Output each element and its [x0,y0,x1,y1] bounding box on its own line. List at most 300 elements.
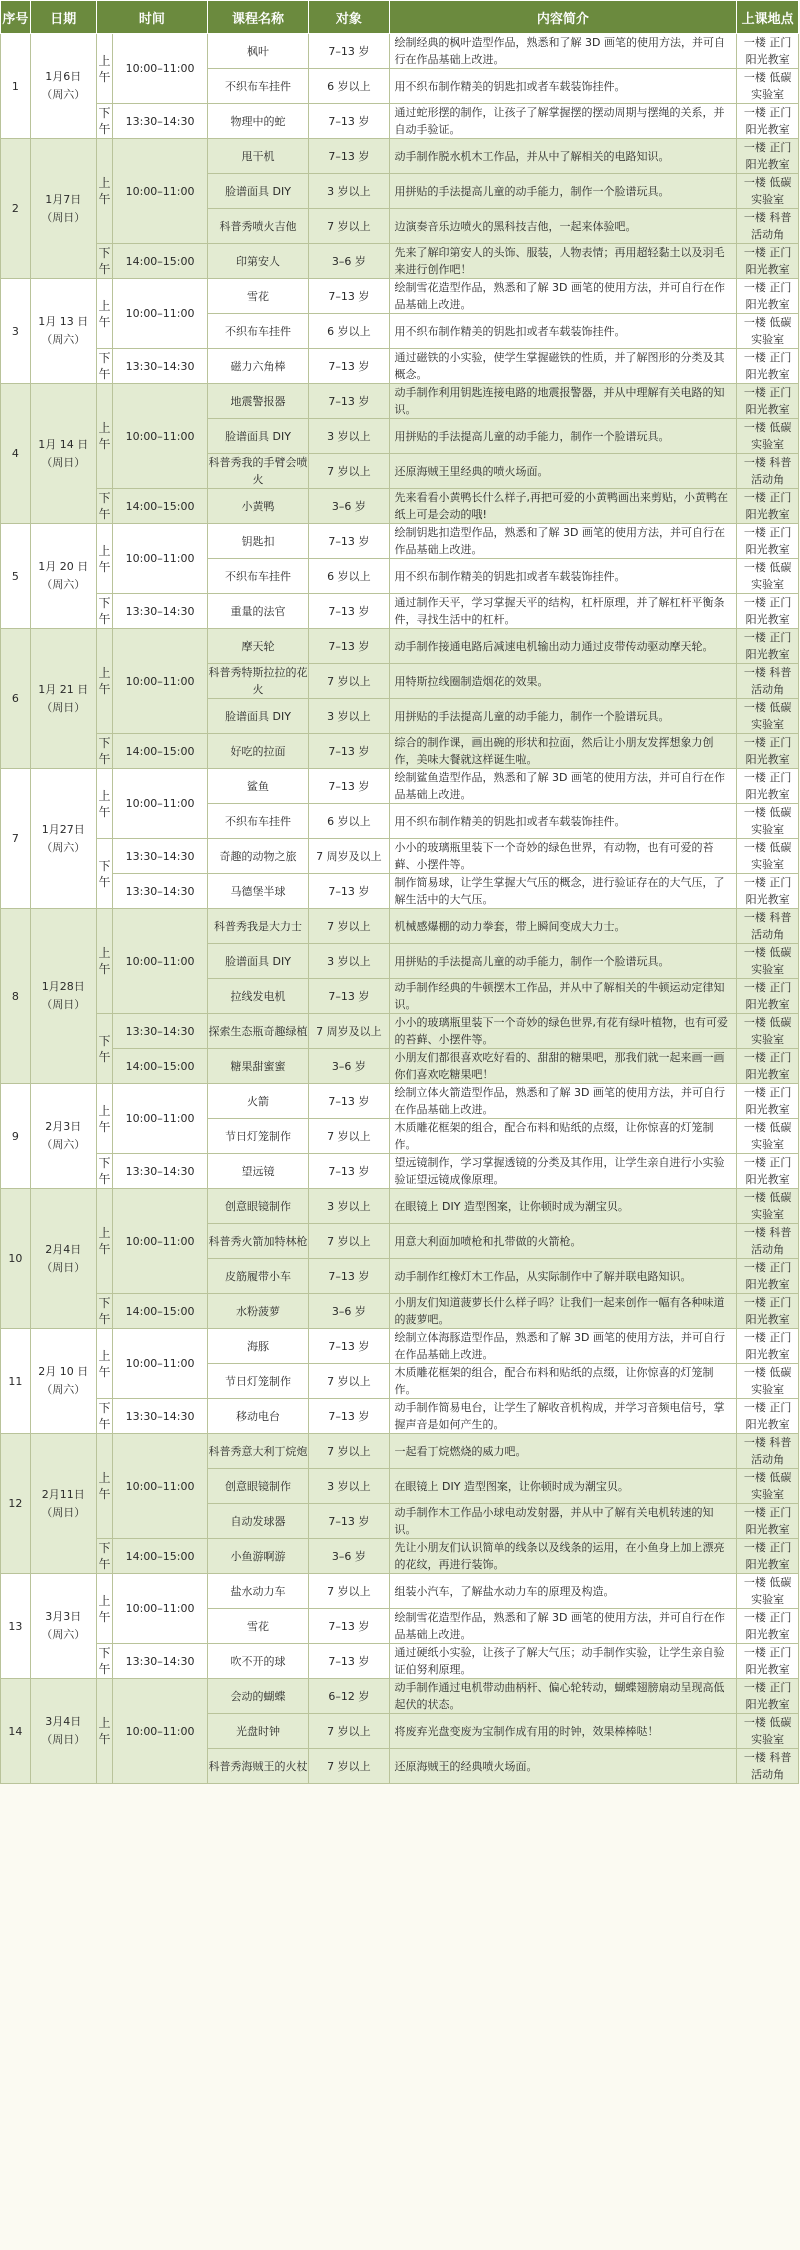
location: 一楼 低碳实验室 [737,1014,799,1049]
target-age: 7–13 岁 [309,524,389,559]
period-text: 下午 [98,1401,111,1431]
target-age: 7 岁以上 [309,1749,389,1784]
row-number: 4 [1,384,31,524]
date-text: 1月 14 日 [38,437,89,451]
period-text: 上午 [98,1103,111,1134]
course-intro: 综合的制作课，画出碗的形状和拉面，然后让小朋友发挥想象力创作，美味大餐就这样诞生啦。 [389,734,737,769]
time-cell: 10:00–11:00 [113,1574,208,1644]
date-text: 1月 21 日 [38,682,89,696]
course-intro: 动手制作脱水机木工作品，并从中了解相关的电路知识。 [389,139,737,174]
weekday-text: （周日） [41,210,86,224]
course-name: 海豚 [207,1329,308,1364]
time-cell: 10:00–11:00 [113,1679,208,1784]
course-intro: 绘制鲨鱼造型作品，熟悉和了解 3D 画笔的使用方法，并可自行在作品基础上改进。 [389,769,737,804]
course-intro: 动手制作红橡灯木工作品，从实际制作中了解并联电路知识。 [389,1259,737,1294]
target-age: 7–13 岁 [309,629,389,664]
date-cell [30,1434,96,1574]
location: 一楼 正门阳光教室 [737,1154,799,1189]
period-text: 下午 [98,1541,111,1571]
course-intro: 用拼贴的手法提高儿童的动手能力，制作一个脸谱玩具。 [389,699,737,734]
course-intro: 木质雕花框架的组合，配合布料和贴纸的点缀，让你惊喜的灯笼制作。 [389,1364,737,1399]
course-name: 吹不开的球 [207,1644,308,1679]
time-cell: 13:30–14:30 [113,874,208,909]
table-row [1,1679,799,1714]
course-name: 拉线发电机 [207,979,308,1014]
course-intro: 望远镜制作，学习掌握透镜的分类及其作用，让学生亲自进行小实验验证望远镜成像原理。 [389,1154,737,1189]
target-age: 6 岁以上 [309,69,389,104]
time-cell: 13:30–14:30 [113,349,208,384]
course-name: 科普秀海贼王的火杖 [207,1749,308,1784]
target-age: 7 周岁及以上 [309,839,389,874]
location: 一楼 低碳实验室 [737,1469,799,1504]
course-intro: 还原海贼王的经典喷火场面。 [389,1749,737,1784]
time-cell: 13:30–14:30 [113,1014,208,1049]
course-intro: 绘制立体火箭造型作品，熟悉和了解 3D 画笔的使用方法，并可自行在作品基础上改进。 [389,1084,737,1119]
period-text: 上午 [98,298,111,329]
course-name: 水粉菠萝 [207,1294,308,1329]
date-text: 2月11日 [41,1487,85,1501]
time-cell: 14:00–15:00 [113,489,208,524]
date-text: 2月 10 日 [38,1365,89,1378]
course-intro: 机械感爆棚的动力拳套，带上瞬间变成大力士。 [389,909,737,944]
target-age: 7 岁以上 [309,1434,389,1469]
location: 一楼 低碳实验室 [737,1119,799,1154]
period-text: 上午 [98,1593,111,1624]
period-label [96,244,113,279]
course-name: 摩天轮 [207,629,308,664]
location: 一楼 低碳实验室 [737,1574,799,1609]
table-row [1,1539,799,1574]
table-row [1,594,799,629]
period-label [96,1329,113,1399]
target-age: 7–13 岁 [309,1259,389,1294]
target-age: 3–6 岁 [309,1539,389,1574]
table-row [1,1329,799,1364]
date-text: 1月28日 [41,980,85,993]
period-label [96,384,113,489]
course-name: 鲨鱼 [207,769,308,804]
course-name: 不织布车挂件 [207,314,308,349]
period-text: 下午 [98,246,111,276]
target-age: 3 岁以上 [309,1469,389,1504]
target-age: 7–13 岁 [309,1644,389,1679]
period-label [96,104,113,139]
course-intro: 制作简易球，让学生掌握大气压的概念，进行验证存在的大气压，了解生活中的大气压。 [389,874,737,909]
time-cell: 13:30–14:30 [113,104,208,139]
weekday-text: （周日） [41,455,86,469]
weekday-text: （周日） [41,998,86,1011]
row-number: 14 [1,1679,31,1784]
date-cell [30,139,96,279]
course-name: 不织布车挂件 [207,804,308,839]
date-cell [30,769,96,909]
target-age: 7 岁以上 [309,1714,389,1749]
row-number: 9 [1,1084,31,1189]
period-label [96,34,113,104]
target-age: 3 岁以上 [309,699,389,734]
location: 一楼 低碳实验室 [737,1714,799,1749]
course-intro: 用拼贴的手法提高儿童的动手能力，制作一个脸谱玩具。 [389,174,737,209]
table-row [1,384,799,419]
course-name: 脸谱面具 DIY [207,944,308,979]
date-text: 3月3日 [45,1610,82,1623]
location: 一楼 低碳实验室 [737,944,799,979]
location: 一楼 正门阳光教室 [737,279,799,314]
time-cell: 13:30–14:30 [113,1644,208,1679]
date-text: 2月3日 [45,1120,82,1133]
row-number: 8 [1,909,31,1084]
course-intro: 动手制作接通电路后减速电机输出动力通过皮带传动驱动摩天轮。 [389,629,737,664]
course-intro: 绘制立体海豚造型作品，熟悉和了解 3D 画笔的使用方法，并可自行在作品基础上改进。 [389,1329,737,1364]
period-text: 下午 [98,1033,111,1064]
course-name: 雪花 [207,1609,308,1644]
period-label [96,279,113,349]
date-cell [30,909,96,1084]
location: 一楼 科普活动角 [737,1749,799,1784]
course-name: 印第安人 [207,244,308,279]
table-row [1,104,799,139]
target-age: 7–13 岁 [309,1084,389,1119]
location: 一楼 正门阳光教室 [737,1644,799,1679]
date-text: 1月6日 [45,70,82,83]
course-name: 皮筋履带小车 [207,1259,308,1294]
target-age: 3 岁以上 [309,419,389,454]
location: 一楼 科普活动角 [737,1224,799,1259]
table-row [1,34,799,69]
location: 一楼 正门阳光教室 [737,34,799,69]
course-intro: 小小的玻璃瓶里装下一个奇妙的绿色世界,有花有绿叶植物，也有可爱的苔藓、小摆件等。 [389,1014,737,1049]
target-age: 7 岁以上 [309,1224,389,1259]
time-cell: 13:30–14:30 [113,594,208,629]
course-name: 科普秀喷火吉他 [207,209,308,244]
row-number: 7 [1,769,31,909]
period-label [96,839,113,909]
period-text: 上午 [98,53,111,84]
period-label [96,1574,113,1644]
row-number: 10 [1,1189,31,1329]
target-age: 7–13 岁 [309,1329,389,1364]
course-name: 马德堡半球 [207,874,308,909]
course-intro: 用不织布制作精美的钥匙扣或者车载装饰挂件。 [389,314,737,349]
course-intro: 动手制作利用钥匙连接电路的地震报警器，并从中理解有关电路的知识。 [389,384,737,419]
time-cell: 14:00–15:00 [113,1049,208,1084]
time-cell: 10:00–11:00 [113,524,208,594]
course-name: 脸谱面具 DIY [207,174,308,209]
target-age: 7–13 岁 [309,279,389,314]
target-age: 7–13 岁 [309,104,389,139]
date-cell [30,524,96,629]
course-intro: 边演奏音乐边喷火的黑科技吉他，一起来体验吧。 [389,209,737,244]
course-intro: 动手制作简易电台，让学生了解收音机构成，并学习音频电信号，掌握声音是如何产生的。 [389,1399,737,1434]
row-number: 11 [1,1329,31,1434]
course-name: 科普秀特斯拉拉的花火 [207,664,308,699]
date-text: 3月4日 [45,1715,82,1728]
location: 一楼 正门阳光教室 [737,489,799,524]
location: 一楼 正门阳光教室 [737,769,799,804]
course-name: 探索生态瓶奇趣绿植 [207,1014,308,1049]
location: 一楼 正门阳光教室 [737,734,799,769]
period-text: 下午 [98,1296,111,1326]
target-age: 7–13 岁 [309,1399,389,1434]
period-text: 下午 [98,858,111,889]
location: 一楼 正门阳光教室 [737,1504,799,1539]
time-cell: 10:00–11:00 [113,139,208,244]
location: 一楼 正门阳光教室 [737,1539,799,1574]
target-age: 6 岁以上 [309,559,389,594]
location: 一楼 正门阳光教室 [737,384,799,419]
period-label [96,1539,113,1574]
location: 一楼 正门阳光教室 [737,874,799,909]
target-age: 3 岁以上 [309,174,389,209]
course-name: 自动发球器 [207,1504,308,1539]
location: 一楼 正门阳光教室 [737,139,799,174]
table-row [1,349,799,384]
period-text: 上午 [98,176,111,206]
date-text: 1月27日 [41,822,85,836]
table-row [1,489,799,524]
course-name: 节日灯笼制作 [207,1119,308,1154]
weekday-text: （周六） [41,578,86,591]
target-age: 7 岁以上 [309,1364,389,1399]
period-text: 下午 [98,351,111,381]
period-label [96,1679,113,1784]
location: 一楼 正门阳光教室 [737,1294,799,1329]
time-cell: 10:00–11:00 [113,629,208,734]
course-name: 小鱼游啊游 [207,1539,308,1574]
time-cell: 10:00–11:00 [113,384,208,489]
location: 一楼 科普活动角 [737,1434,799,1469]
course-intro: 用拼贴的手法提高儿童的动手能力，制作一个脸谱玩具。 [389,419,737,454]
time-cell: 10:00–11:00 [113,769,208,839]
date-text: 1月7日 [45,192,82,206]
location: 一楼 正门阳光教室 [737,1609,799,1644]
weekday-text: （周六） [41,1628,86,1641]
period-label [96,524,113,594]
weekday-text: （周六） [41,1383,86,1396]
period-label [96,349,113,384]
course-name: 科普秀我是大力士 [207,909,308,944]
period-label [96,594,113,629]
period-text: 下午 [98,491,111,521]
period-text: 下午 [98,1646,111,1676]
period-label [96,489,113,524]
course-name: 好吃的拉面 [207,734,308,769]
table-row [1,1154,799,1189]
location: 一楼 科普活动角 [737,909,799,944]
location: 一楼 低碳实验室 [737,419,799,454]
time-cell: 13:30–14:30 [113,1399,208,1434]
time-cell: 10:00–11:00 [113,34,208,104]
weekday-text: （周六） [41,88,86,101]
course-name: 创意眼镜制作 [207,1189,308,1224]
period-text: 上午 [98,421,111,451]
course-name: 科普秀火箭加特林枪 [207,1224,308,1259]
weekday-text: （周日） [41,700,86,714]
header-target: 对象 [309,1,389,34]
table-row [1,139,799,174]
table-row [1,1189,799,1224]
table-row [1,874,799,909]
course-name: 奇趣的动物之旅 [207,839,308,874]
target-age: 7–13 岁 [309,1609,389,1644]
weekday-text: （周六） [41,1138,86,1151]
period-label [96,629,113,734]
target-age: 7 岁以上 [309,209,389,244]
course-intro: 绘制雪花造型作品，熟悉和了解 3D 画笔的使用方法，并可自行在作品基础上改进。 [389,279,737,314]
target-age: 7 岁以上 [309,454,389,489]
time-cell: 10:00–11:00 [113,279,208,349]
course-name: 脸谱面具 DIY [207,419,308,454]
time-cell: 14:00–15:00 [113,244,208,279]
date-cell [30,629,96,769]
period-label [96,1084,113,1154]
time-cell: 10:00–11:00 [113,1084,208,1154]
date-cell [30,1084,96,1189]
location: 一楼 低碳实验室 [737,804,799,839]
course-name: 会动的蝴蝶 [207,1679,308,1714]
table-row [1,279,799,314]
target-age: 7 岁以上 [309,1119,389,1154]
course-intro: 先来看看小黄鸭长什么样子,再把可爱的小黄鸭画出来剪贴，小黄鸭在纸上可是会动的哦! [389,489,737,524]
location: 一楼 科普活动角 [737,454,799,489]
time-cell: 10:00–11:00 [113,1434,208,1539]
location: 一楼 低碳实验室 [737,559,799,594]
course-name: 节日灯笼制作 [207,1364,308,1399]
table-row [1,1574,799,1609]
table-row [1,1014,799,1049]
target-age: 7 岁以上 [309,1574,389,1609]
table-row [1,629,799,664]
time-cell: 14:00–15:00 [113,1294,208,1329]
course-name: 科普秀我的手臂会喷火 [207,454,308,489]
period-text: 下午 [98,736,111,766]
period-label [96,1434,113,1539]
target-age: 7 周岁及以上 [309,1014,389,1049]
target-age: 7–13 岁 [309,874,389,909]
course-intro: 小朋友们知道菠萝长什么样子吗？让我们一起来创作一幅有各种味道的菠萝吧。 [389,1294,737,1329]
target-age: 3–6 岁 [309,489,389,524]
course-name: 糖果甜蜜蜜 [207,1049,308,1084]
course-name: 创意眼镜制作 [207,1469,308,1504]
course-name: 钥匙扣 [207,524,308,559]
row-number: 13 [1,1574,31,1679]
table-row [1,1294,799,1329]
course-name: 磁力六角棒 [207,349,308,384]
row-number: 5 [1,524,31,629]
header-time: 时间 [96,1,207,34]
date-text: 2月4日 [45,1242,82,1256]
location: 一楼 正门阳光教室 [737,524,799,559]
period-text: 上午 [98,946,111,976]
period-label [96,909,113,1014]
table-row [1,1049,799,1084]
date-cell [30,1679,96,1784]
course-intro: 通过硬纸小实验，让孩子了解大气压；动手制作实验，让学生亲自验证伯努利原理。 [389,1644,737,1679]
target-age: 6–12 岁 [309,1679,389,1714]
location: 一楼 正门阳光教室 [737,979,799,1014]
table-row [1,1644,799,1679]
table-row [1,1434,799,1469]
target-age: 7–13 岁 [309,979,389,1014]
weekday-text: （周六） [41,840,86,854]
course-name: 小黄鸭 [207,489,308,524]
table-row [1,734,799,769]
course-name: 脸谱面具 DIY [207,699,308,734]
location: 一楼 低碳实验室 [737,174,799,209]
course-name: 重量的法官 [207,594,308,629]
target-age: 3–6 岁 [309,1294,389,1329]
location: 一楼 低碳实验室 [737,699,799,734]
target-age: 7–13 岁 [309,349,389,384]
location: 一楼 正门阳光教室 [737,104,799,139]
period-label [96,734,113,769]
time-cell: 14:00–15:00 [113,1539,208,1574]
weekday-text: （周日） [41,1260,86,1274]
date-cell [30,1189,96,1329]
location: 一楼 低碳实验室 [737,314,799,349]
schedule-body [1,34,799,1784]
target-age: 7–13 岁 [309,1504,389,1539]
course-name: 雪花 [207,279,308,314]
table-row [1,909,799,944]
period-text: 上午 [98,1348,111,1379]
course-intro: 先来了解印第安人的头饰、服装，人物表情；再用超轻黏土以及羽毛来进行创作吧！ [389,244,737,279]
course-name: 甩干机 [207,139,308,174]
time-cell: 13:30–14:30 [113,1154,208,1189]
course-intro: 用不织布制作精美的钥匙扣或者车载装饰挂件。 [389,69,737,104]
time-cell: 10:00–11:00 [113,1329,208,1399]
period-label [96,769,113,839]
course-intro: 先让小朋友们认识简单的线条以及线条的运用，在小鱼身上加上漂亮的花纹，再进行装饰。 [389,1539,737,1574]
location: 一楼 正门阳光教室 [737,1679,799,1714]
course-name: 枫叶 [207,34,308,69]
course-intro: 绘制经典的枫叶造型作品，熟悉和了解 3D 画笔的使用方法，并可自行在作品基础上改进。 [389,34,737,69]
row-number: 12 [1,1434,31,1574]
period-text: 上午 [98,1226,111,1256]
target-age: 7–13 岁 [309,594,389,629]
location: 一楼 正门阳光教室 [737,1084,799,1119]
target-age: 7–13 岁 [309,1154,389,1189]
time-cell: 14:00–15:00 [113,734,208,769]
course-intro: 在眼镜上 DIY 造型图案，让你顿时成为潮宝贝。 [389,1189,737,1224]
course-intro: 动手制作经典的牛顿摆木工作品，并从中了解相关的牛顿运动定律知识。 [389,979,737,1014]
location: 一楼 低碳实验室 [737,69,799,104]
period-label [96,139,113,244]
location: 一楼 正门阳光教室 [737,594,799,629]
date-cell [30,1574,96,1679]
location: 一楼 正门阳光教室 [737,1329,799,1364]
time-cell: 10:00–11:00 [113,1189,208,1294]
course-intro: 组装小汽车，了解盐水动力车的原理及构造。 [389,1574,737,1609]
target-age: 3–6 岁 [309,1049,389,1084]
course-name: 物理中的蛇 [207,104,308,139]
course-intro: 一起看丁烷燃烧的威力吧。 [389,1434,737,1469]
course-name: 火箭 [207,1084,308,1119]
course-intro: 木质雕花框架的组合，配合布料和贴纸的点缀，让你惊喜的灯笼制作。 [389,1119,737,1154]
table-row [1,839,799,874]
target-age: 7–13 岁 [309,384,389,419]
target-age: 6 岁以上 [309,804,389,839]
location: 一楼 科普活动角 [737,209,799,244]
course-intro: 通过蛇形摆的制作，让孩子了解掌握摆的摆动周期与摆绳的关系，并自动手验证。 [389,104,737,139]
weekday-text: （周六） [41,333,86,346]
period-text: 上午 [98,1716,111,1746]
period-text: 下午 [98,1156,111,1186]
period-label [96,1154,113,1189]
period-text: 上午 [98,543,111,574]
location: 一楼 正门阳光教室 [737,1049,799,1084]
course-intro: 通过制作天平，学习掌握天平的结构，杠杆原理，并了解杠杆平衡条件，寻找生活中的杠杆。 [389,594,737,629]
